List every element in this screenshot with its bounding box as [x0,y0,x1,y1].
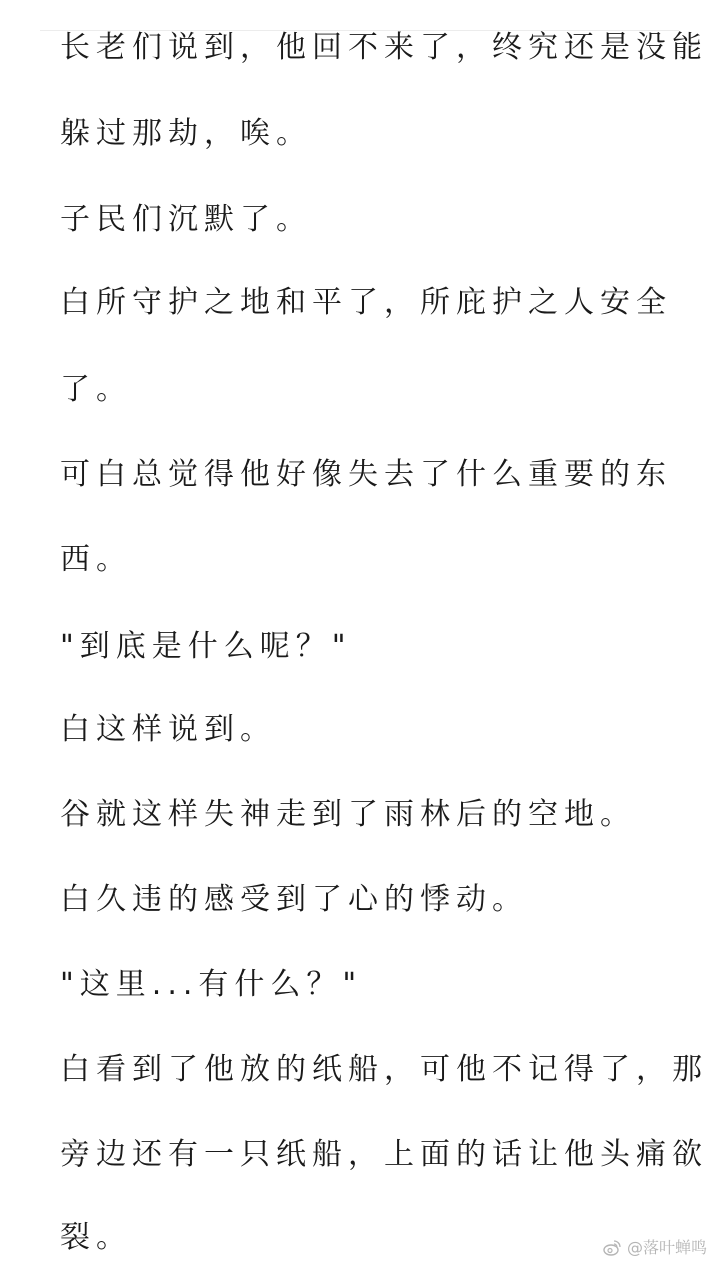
text-line: 白久违的感受到了心的悸动。 [60,882,528,917]
text-line: 白所守护之地和平了，所庇护之人安全 [60,285,672,320]
text-line: "到底是什么呢？" [60,629,352,664]
watermark-text: @落叶蝉鸣 [626,1238,707,1257]
watermark [603,1238,707,1258]
text-line: 白看到了他放的纸船，可他不记得了，那 [60,1052,708,1087]
text-line: 躲过那劫，唉。 [60,116,312,151]
weibo-logo-icon [603,1239,621,1257]
text-line: 旁边还有一只纸船，上面的话让他头痛欲 [60,1137,708,1172]
text-line: 裂。 [60,1220,132,1255]
text-line: 了。 [60,372,132,407]
text-line: 白这样说到。 [60,712,276,747]
text-line: 可白总觉得他好像失去了什么重要的东 [60,457,672,492]
text-line: 长老们说到，他回不来了，终究还是没能 [60,30,708,65]
text-line: 谷就这样失神走到了雨林后的空地。 [60,797,636,832]
text-line: 西。 [60,542,132,577]
text-line: "这里...有什么？" [60,967,363,1002]
text-line: 子民们沉默了。 [60,202,312,237]
